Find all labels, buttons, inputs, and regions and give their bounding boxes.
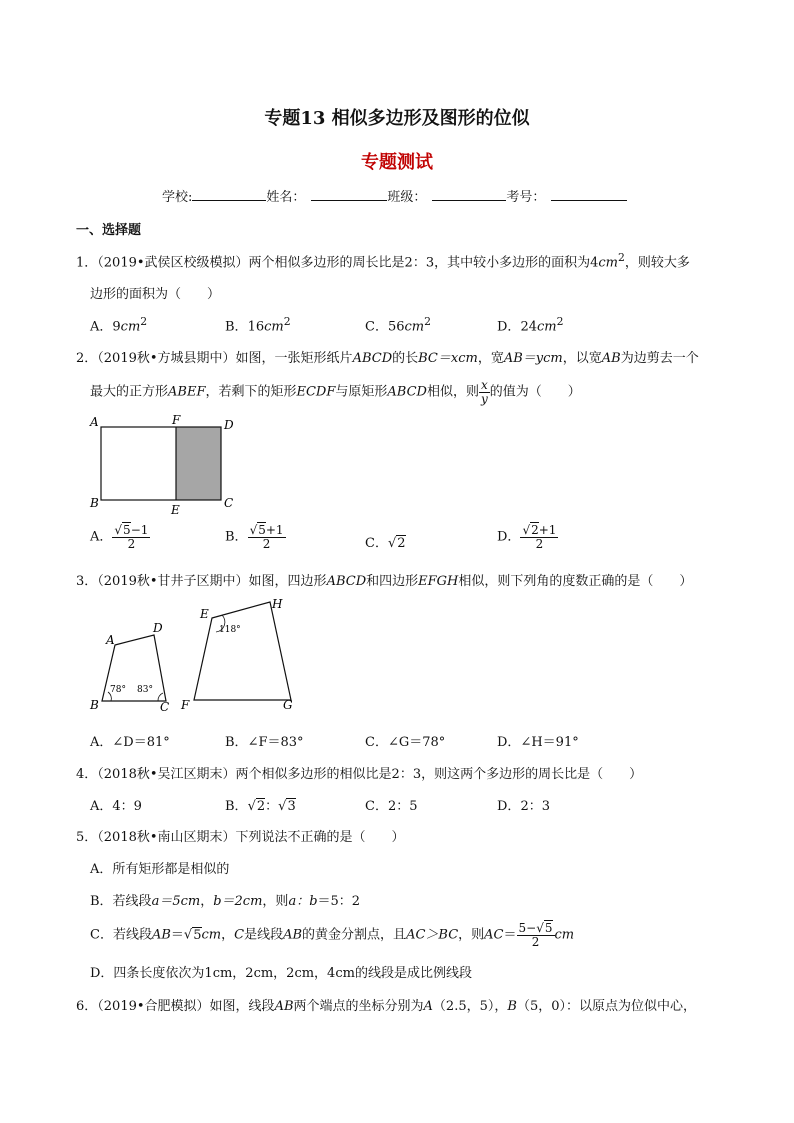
name-label: 姓名： [266, 190, 306, 205]
class-blank[interactable] [432, 187, 506, 201]
q2-option-b[interactable]: B． $\frac{√5+1}{2}$ [225, 523, 284, 551]
question-6: 6．（2019•合肥模拟）如图，线段AB两个端点的坐标分别为A（2.5，5），B（5，0）：以原点为位似中心， [76, 999, 697, 1014]
q3-option-d[interactable]: D．∠H＝91° [497, 735, 579, 750]
q1-option-a[interactable]: A．$9cm^2$ [90, 315, 148, 335]
rectangle-figure [88, 414, 248, 516]
x-over-y-fraction: $\frac{x}{y}$ [480, 378, 488, 406]
label-e: E [200, 607, 209, 621]
q5-option-d[interactable]: D．四条长度依次为1cm，2cm，2cm，4cm的线段是成比例线段 [90, 966, 472, 981]
q2-option-a[interactable]: A． $\frac{√5-1}{2}$ [90, 523, 149, 551]
q5-option-a[interactable]: A．所有矩形都是相似的 [90, 862, 230, 877]
page-title: 专题13 相似多边形及图形的位似 [264, 108, 530, 129]
question-5: 5．（2018秋•南山区期末）下列说法不正确的是（ ） [76, 830, 405, 845]
q4-option-c[interactable]: C．2：5 [365, 799, 418, 814]
student-info-line [162, 186, 627, 205]
page-subtitle: 专题测试 [361, 152, 433, 173]
name-blank[interactable] [311, 187, 387, 201]
shaded-rectangle-ecdf [176, 427, 221, 500]
q3-option-c[interactable]: C．∠G＝78° [365, 735, 446, 750]
label-h: H [272, 597, 283, 611]
q3-option-b[interactable]: B．∠F＝83° [225, 735, 304, 750]
label-f: F [181, 698, 190, 712]
exam-number-blank[interactable] [551, 187, 627, 201]
school-blank[interactable] [192, 187, 266, 201]
angle-e-value: 118° [219, 625, 241, 635]
label-g: G [283, 698, 293, 712]
label-b: B [90, 496, 99, 510]
angle-c-value: 83° [137, 685, 153, 695]
q1-option-c[interactable]: C．$56cm^2$ [365, 315, 431, 335]
label-e: E [171, 503, 180, 516]
q4-option-b[interactable]: B．√2：√3 [225, 799, 296, 814]
question-4: 4．（2018秋•吴江区期末）两个相似多边形的相似比是2：3，则这两个多边形的周长比是（ ） [76, 767, 643, 782]
exam-number-label: 考号： [506, 190, 546, 205]
q3-option-a[interactable]: A．∠D＝81° [90, 735, 170, 750]
question-2-line-2: 最大的正方形ABEF，若剩下的矩形ECDF与原矩形ABCD相似，则 $\frac{x}{y}$ 的值为（ ） [90, 378, 581, 406]
q5-option-b[interactable]: B．若线段a＝5cm，b＝2cm，则a：b＝5：2 [90, 894, 361, 909]
q1-option-b[interactable]: B．$16cm^2$ [225, 315, 291, 335]
class-label: 班级： [387, 190, 427, 205]
question-2: 2．（2019秋•方城县期中）如图，一张矩形纸片ABCD的长BC＝xcm，宽AB＝ycm，以宽AB为边剪去一个 [76, 351, 699, 366]
q2-option-c[interactable]: C．√2 [365, 536, 406, 551]
label-d: D [224, 418, 234, 432]
question-1: 1．（2019•武侯区校级模拟）两个相似多边形的周长比是2：3，其中较小多边形的面积为$4cm^2$，则较大多 [76, 251, 690, 271]
label-d: D [153, 621, 163, 635]
label-a: A [90, 415, 99, 429]
question-3: 3．（2019秋•甘井子区期中）如图，四边形ABCD和四边形EFGH相似，则下列角的度数正确的是（ ） [76, 574, 693, 589]
school-label: 学校: [162, 190, 193, 205]
section-heading: 一、选择题 [76, 223, 142, 238]
q1-option-d[interactable]: D．$24cm^2$ [497, 315, 564, 335]
q4-option-d[interactable]: D．2：3 [497, 799, 550, 814]
q5-option-c[interactable]: C．若线段AB＝√5cm，C是线段AB的黄金分割点，且AC＞BC，则AC＝ $\frac{5-√5}{2}$ cm [90, 921, 575, 949]
q4-option-a[interactable]: A．4：9 [90, 799, 142, 814]
label-f: F [172, 414, 181, 427]
question-1-line-2: 边形的面积为（ ） [90, 287, 221, 302]
quadrilateral-figures [86, 594, 306, 716]
label-c: C [224, 496, 234, 510]
q2-option-d[interactable]: D． $\frac{√2+1}{2}$ [497, 523, 557, 551]
angle-b-value: 78° [110, 685, 126, 695]
label-a: A [106, 633, 115, 647]
label-c: C [160, 700, 170, 714]
label-b: B [90, 698, 99, 712]
